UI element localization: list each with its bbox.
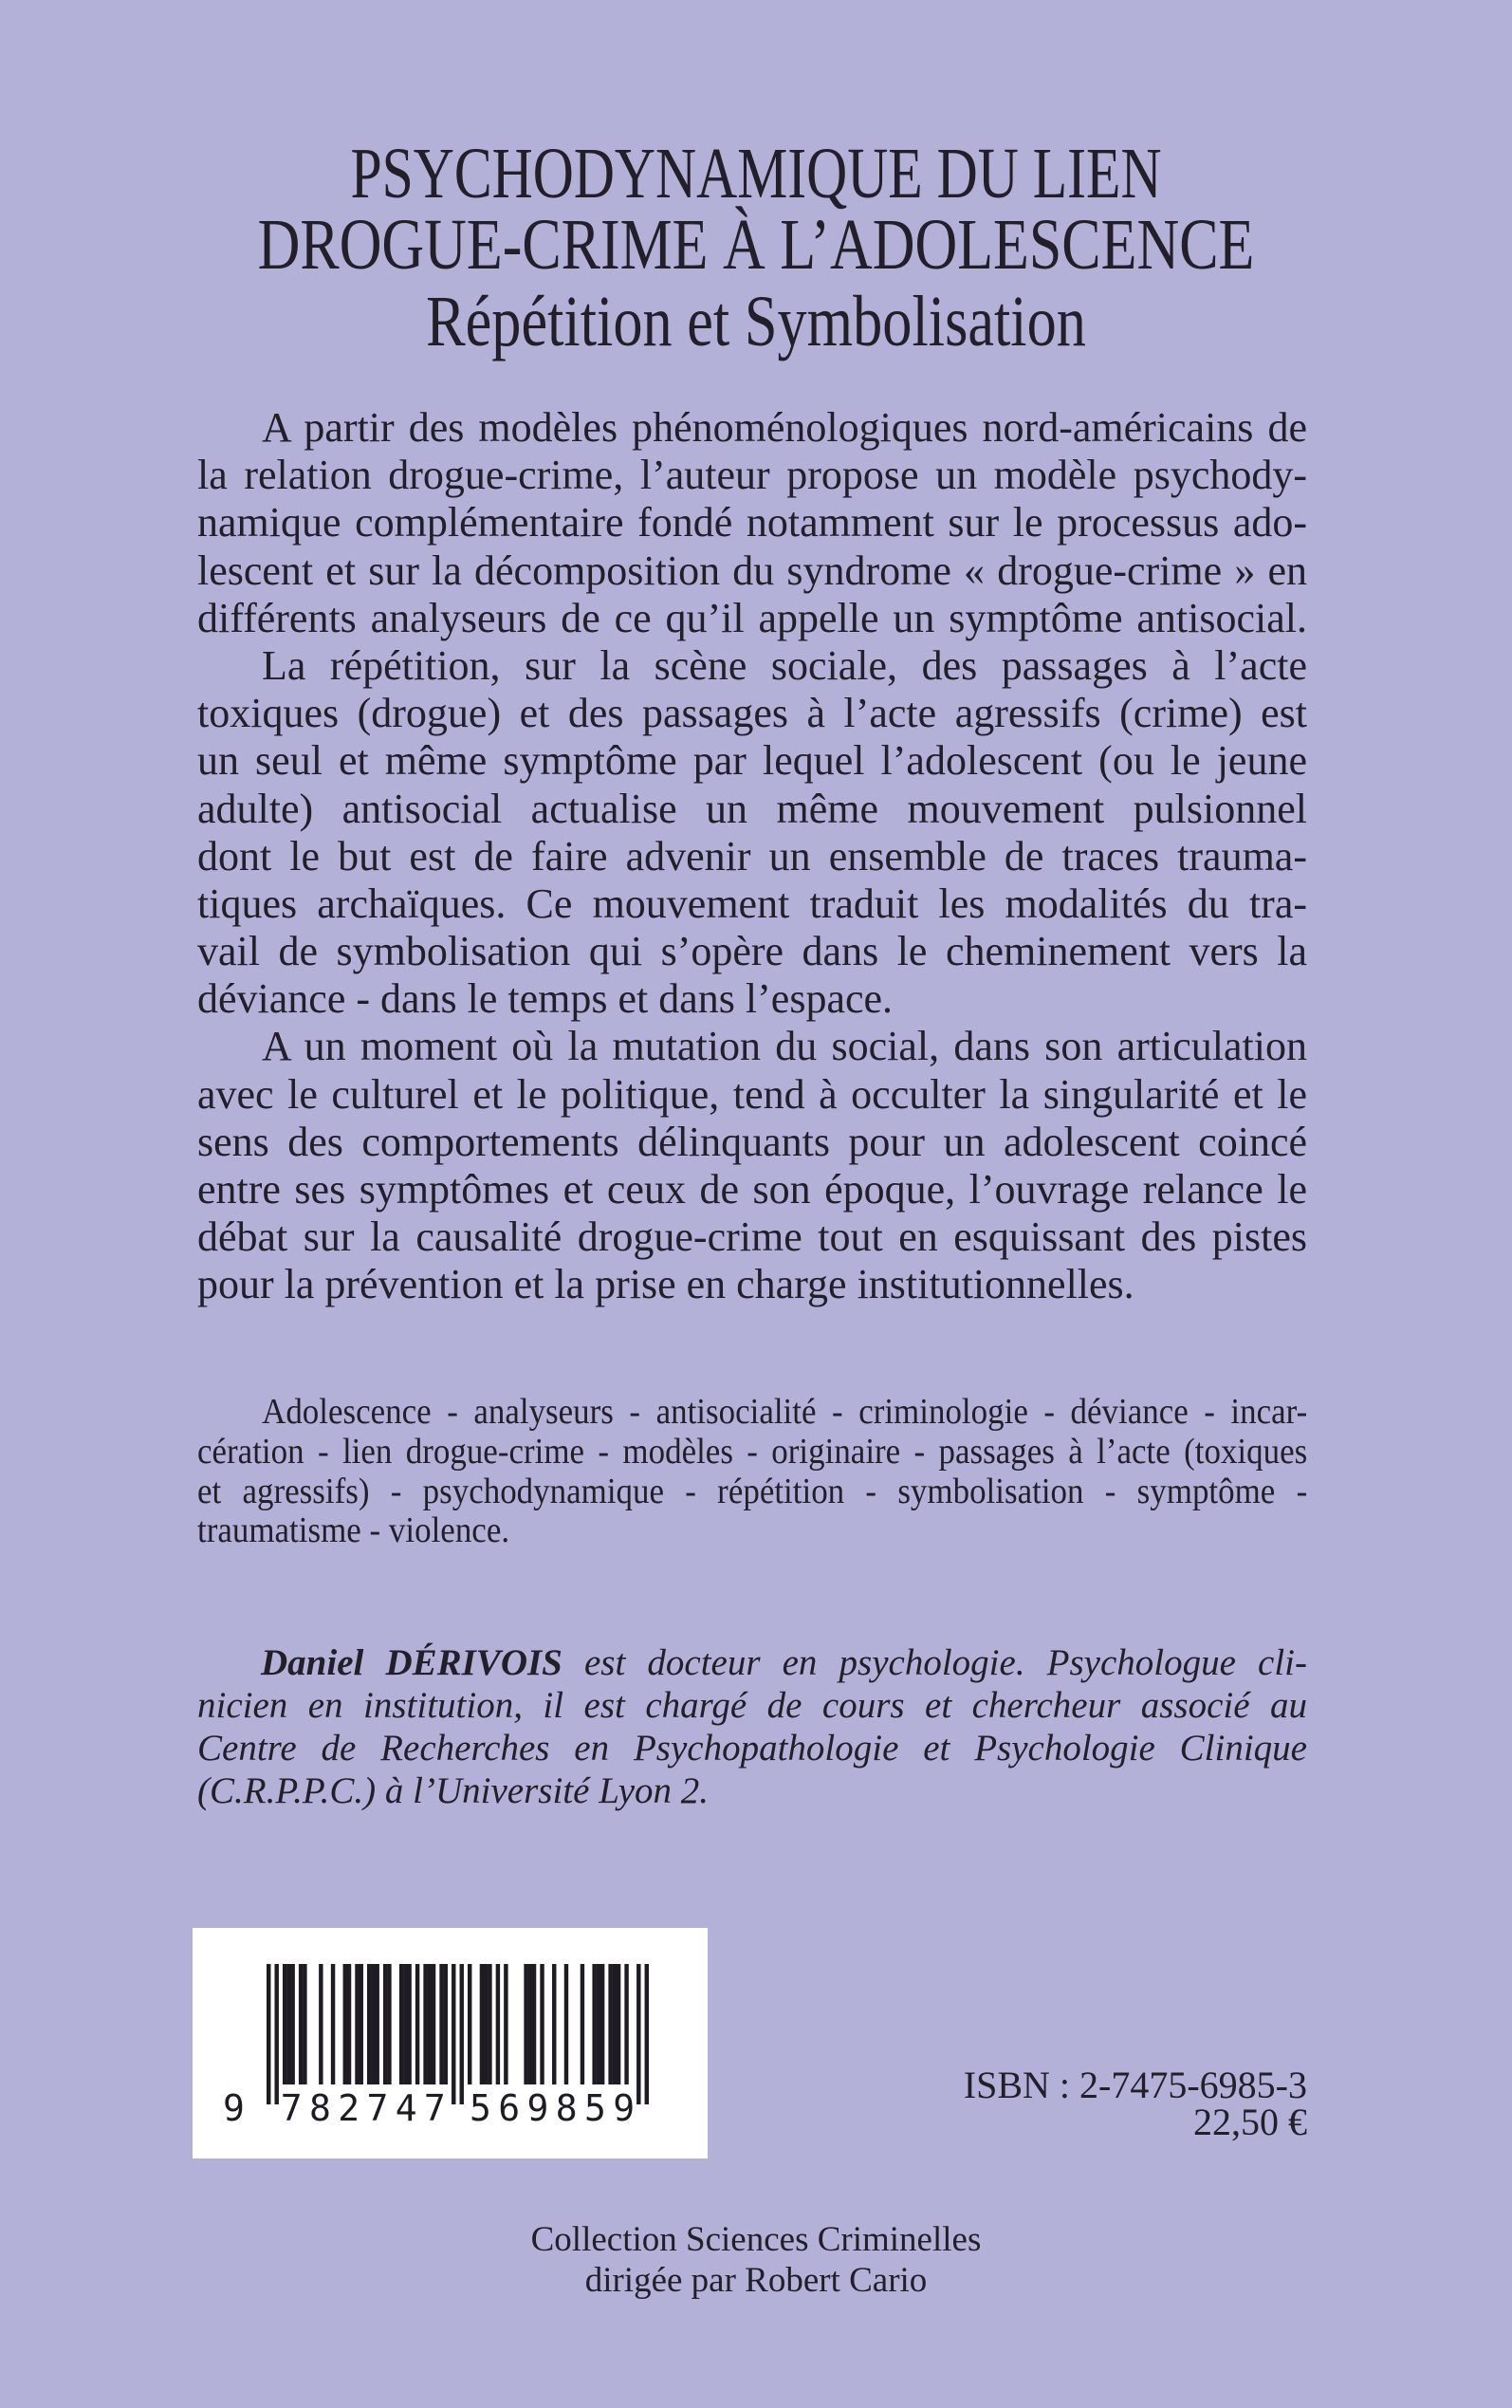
summary	[197, 404, 1307, 1309]
author-bio	[197, 1641, 1307, 1812]
keyword-line: et agressifs) - psychodynamique - répétition - symbolisation - symptôme -	[197, 1471, 1308, 1511]
text-line: la relation drogue-crime, l’auteur propose un modèle psychody-	[197, 452, 1307, 499]
text-line: namique complémentaire fondé notamment sur le processus ado-	[197, 499, 1307, 546]
isbn: ISBN : 2-7475-6985-3	[963, 2064, 1307, 2106]
collection-director: dirigée par Robert Cario	[584, 2261, 928, 2300]
text-line: adulte) antisocial actualise un même mouvement pulsionnel	[197, 785, 1307, 832]
svg-text:569859: 569859	[470, 2087, 636, 2129]
text-line: sens des comportements délinquants pour un adolescent coincé	[197, 1118, 1307, 1165]
text-line: tiques archaïques. Ce mouvement traduit les modalités du tra-	[197, 880, 1307, 927]
text-line: débat sur la causalité drogue-crime tout en esquissant des pistes	[197, 1213, 1307, 1261]
text-line: pour la prévention et la prise en charge institutionnelles.	[197, 1261, 1134, 1308]
price: 22,50 €	[1193, 2101, 1307, 2143]
svg-text:9: 9	[223, 2087, 245, 2129]
text-line: vail de symbolisation qui s’opère dans le cheminement vers la	[197, 928, 1307, 975]
barcode	[193, 1928, 708, 2158]
text-line: déviance - dans le temps et dans l’espace.	[197, 975, 894, 1023]
text-line: toxiques (drogue) et des passages à l’acte agressifs (crime) est	[197, 690, 1307, 737]
author-bio-lines	[197, 1641, 1307, 1812]
keywords-lines	[197, 1393, 1307, 1551]
summary-paragraph-2	[197, 642, 1307, 1024]
summary-paragraph-1	[197, 404, 1307, 642]
barcode-bars	[193, 1928, 708, 2158]
collection-name: Collection Sciences Criminelles	[530, 2220, 982, 2259]
text-line: différents analyseurs de ce qu’il appelle un symptôme antisocial.	[197, 594, 1307, 641]
keyword-line: cération - lien drogue-crime - modèles - originaire - passages à l’acte (toxiques	[197, 1431, 1308, 1472]
text-line: A partir des modèles phénoménologiques nord-américains de	[262, 404, 1307, 451]
author-line-rest: est docteur en psychologie. Psychologue cli-	[562, 1642, 1308, 1683]
book-title-line-2	[139, 205, 1372, 285]
author-line: Centre de Recherches en Psychopathologie et Psychologie Clinique	[197, 1728, 1307, 1769]
text-line: avec le culturel et le politique, tend à occulter la singularité et le	[197, 1070, 1307, 1118]
title-text-2: DROGUE-CRIME À L’ADOLESCENCE	[257, 205, 1255, 285]
keyword-line: Adolescence - analyseurs - antisocialité - criminologie - déviance - incar-	[262, 1392, 1308, 1432]
author-line: nicien en institution, il est chargé de cours et chercheur associé au	[197, 1685, 1307, 1726]
summary-paragraph-3	[197, 1023, 1307, 1308]
author-line: (C.R.P.P.C.) à l’Université Lyon 2.	[197, 1770, 710, 1811]
text-line: un seul et même symptôme par lequel l’adolescent (ou le jeune	[197, 737, 1307, 785]
subtitle-text: Répétition et Symbolisation	[426, 282, 1086, 361]
book-title-line-1	[162, 134, 1349, 213]
svg-text:782747: 782747	[280, 2087, 446, 2129]
text-line: lescent et sur la décomposition du syndrome « drogue-crime » en	[197, 546, 1307, 594]
keywords	[197, 1393, 1307, 1551]
title-text-1: PSYCHODYNAMIQUE DU LIEN	[350, 134, 1162, 213]
author-name: Daniel DÉRIVOIS	[261, 1642, 562, 1683]
text-line: A un moment où la mutation du social, dans son articulation	[262, 1023, 1307, 1070]
keyword-line: traumatisme - violence.	[197, 1510, 510, 1551]
book-subtitle	[136, 282, 1375, 361]
author-line	[197, 1641, 1307, 1684]
text-line: dont le but est de faire advenir un ensemble de traces trauma-	[197, 832, 1307, 880]
text-line: entre ses symptômes et ceux de son époque, l’ouvrage relance le	[197, 1166, 1307, 1213]
text-line: La répétition, sur la scène sociale, des passages à l’acte	[262, 641, 1307, 689]
